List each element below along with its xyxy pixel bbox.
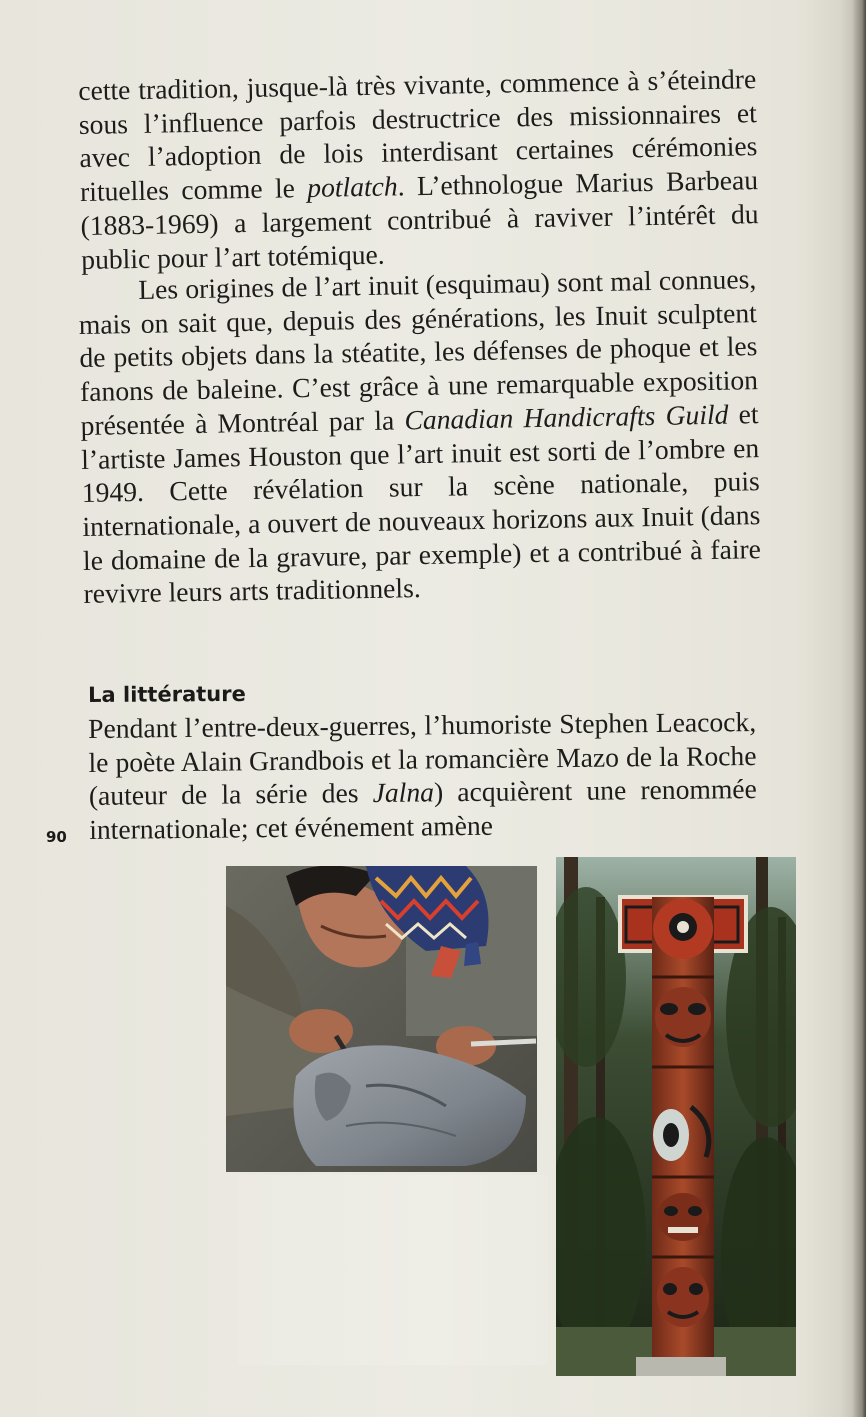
paragraph-2-end: et l’artiste James Houston que l’art inuit est sorti de l’ombre en 1949. Cette révélation sur la scène nationale, puis internationale, a ouvert de nouveaux horizons aux Inuit (dans le domaine de la gravure, par exemple) et a contribué à faire revivre leurs arts traditionnels. [80,397,762,610]
paragraph-2-text: Les origines de l’art inuit (esquimau) sont mal connues, mais on sait que, depuis des générations, les Inuit sculptent de petits objets dans la stéatite, les défenses de phoque et les fanons de baleine. C’est grâce à une remarquable exposition présentée à Montréal par la [78,263,759,441]
page-number: 90 [46,828,67,846]
paragraph-2-italic: Canadian Handicrafts Guild [404,398,729,436]
paragraph-inuit-art [78,262,762,611]
paragraph-3 [88,705,757,847]
photo-totem-pole [556,857,796,1376]
paragraph-1-italic: potlatch [306,170,398,204]
photo-inuit-carver [226,866,537,1172]
spine-shadow [852,0,866,1417]
paragraph-1 [78,62,759,276]
photo-caption-area [238,1175,548,1365]
totem-illustration [556,857,796,1376]
paragraph-3-end: ) acquièrent une renommée internationale; cet événement amène [89,773,758,846]
paragraph-3-text: Pendant l’entre-deux-guerres, l’humoriste Stephen Leacock, le poète Alain Grandbois et la romancière Mazo de la Roche (auteur de la série des [88,706,757,812]
paragraph-1-text: cette tradition, jusque-là très vivante, commence à s’éteindre sous l’influence parfois destructrice des missionnaires et avec l’adoption de lois interdisant certaines cérémonies rituelles comme le [78,63,758,208]
carver-illustration [226,866,537,1172]
paragraph-2 [78,262,762,611]
paragraph-literature [88,705,757,847]
section-heading: La littérature [88,681,246,707]
paragraph-1-end: . L’ethnologue Marius Barbeau (1883-1969) a largement contribué à raviver l’intérêt du public pour l’art totémique. [80,164,759,275]
paragraph-3-italic: Jalna [372,776,435,809]
paragraph-totem-art [78,62,759,276]
